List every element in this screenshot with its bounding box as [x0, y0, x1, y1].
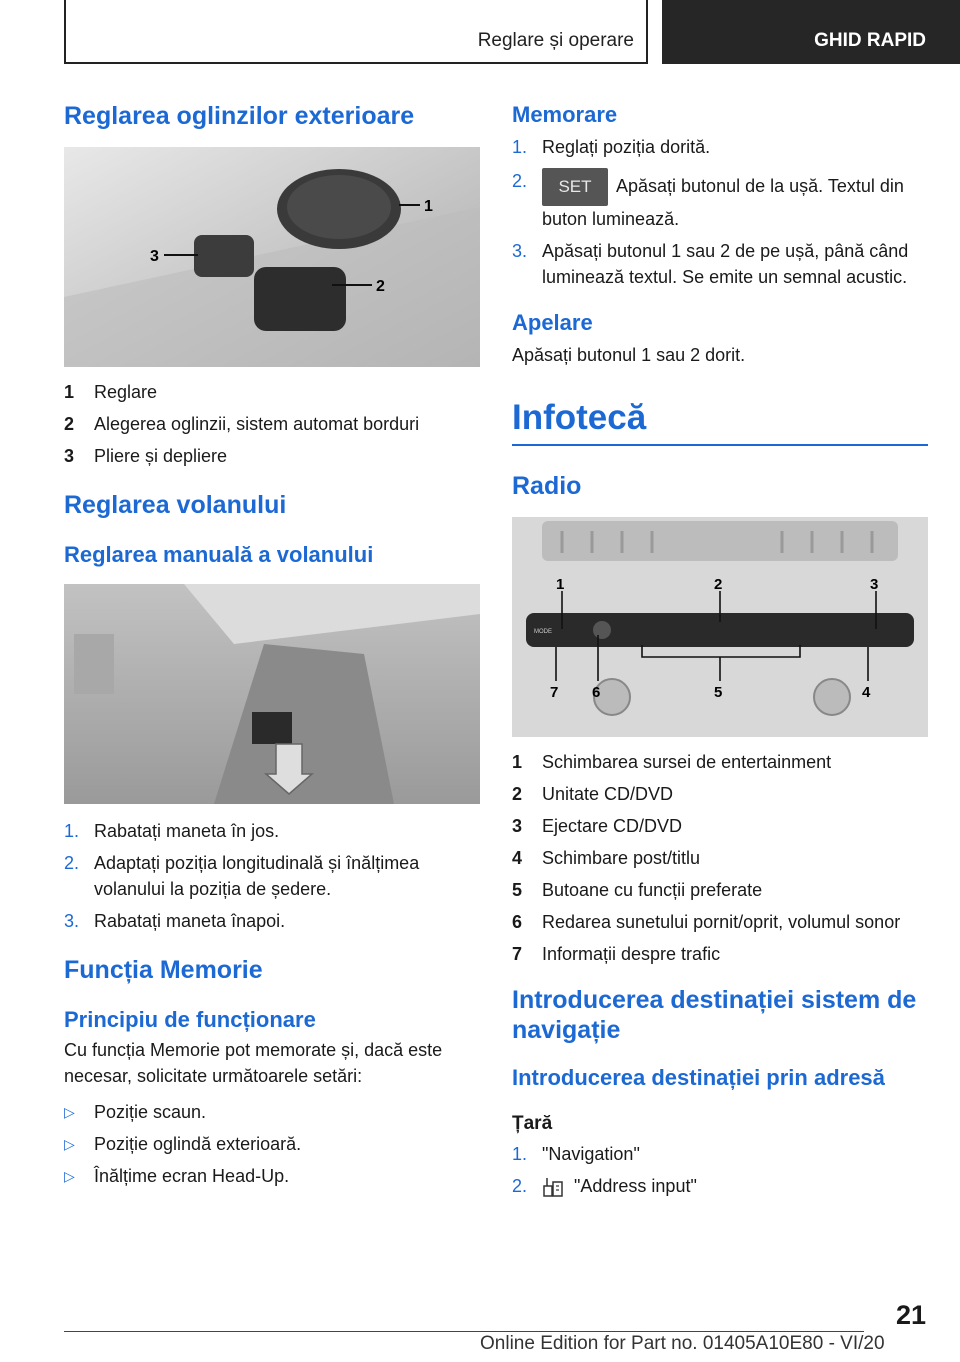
steering-lever-figure	[64, 584, 480, 804]
radio-callout-1: 1	[556, 576, 565, 593]
bullet-item	[64, 1099, 480, 1125]
bullet-item	[64, 1163, 480, 1189]
step-number: 3.	[64, 911, 80, 931]
legend-text: Unitate CD/DVD	[542, 784, 674, 804]
step-item	[64, 850, 480, 902]
legend-item	[512, 749, 928, 775]
legend-number: 5	[512, 880, 523, 900]
legend-item	[64, 379, 480, 405]
legend-number: 2	[512, 784, 523, 804]
step-text: Apăsați butonul de la ușă. Textul din buton luminează.	[542, 175, 904, 229]
bullet-text: Înălțime ecran Head-Up.	[94, 1166, 290, 1186]
header-tab-label: GHID RAPID	[814, 30, 926, 51]
step-text: Apăsați butonul 1 sau 2 de pe ușă, până când luminează textul. Se emite un semnal acustic.	[542, 241, 909, 287]
mirror-legend	[64, 379, 480, 469]
legend-number: 1	[512, 752, 523, 772]
step-text: Rabatați maneta înapoi.	[94, 911, 286, 931]
nav-heading: Introducerea destinației sistem de navigație	[512, 986, 917, 1044]
legend-item	[512, 781, 928, 807]
footer-rule	[64, 1331, 864, 1332]
principle-text: Cu funcția Memorie pot memorate și, dacă este necesar, solicitate următoarele setări:	[64, 1040, 443, 1086]
step-number: 2.	[512, 1176, 528, 1196]
wheel-heading: Reglarea volanului	[64, 491, 287, 519]
legend-number: 1	[64, 382, 75, 402]
legend-item	[64, 443, 480, 469]
legend-number: 7	[512, 944, 523, 964]
bullet-item	[64, 1131, 480, 1157]
set-button-icon: SET	[542, 168, 608, 206]
step-number: 2.	[512, 171, 528, 191]
step-item	[512, 1173, 928, 1199]
step-body	[542, 1173, 697, 1199]
nav-steps	[512, 1141, 928, 1199]
radio-callout-7: 7	[550, 684, 559, 701]
legend-number: 2	[64, 414, 75, 434]
radio-heading: Radio	[512, 472, 582, 500]
step-body	[542, 168, 928, 232]
nav-address-heading: Introducerea destinației prin adresă	[512, 1065, 885, 1090]
legend-number: 3	[512, 816, 523, 836]
step-number: 3.	[512, 241, 528, 261]
radio-callout-6: 6	[592, 684, 601, 701]
memorare-heading: Memorare	[512, 102, 618, 127]
infoteca-rule	[512, 444, 928, 446]
legend-number: 6	[512, 912, 523, 932]
wheel-manual-heading: Reglarea manuală a volanului	[64, 542, 374, 567]
mirrors-heading: Reglarea oglinzilor exterioare	[64, 102, 415, 130]
mirror-control-figure	[64, 147, 480, 367]
infoteca-heading: Infotecă	[512, 398, 647, 437]
page-number: 21	[895, 1300, 926, 1330]
step-item	[512, 168, 928, 232]
step-text: Rabatați maneta în jos.	[94, 821, 280, 841]
step-text: Adaptați poziția longitudinală și înălțimea volanului la poziția de ședere.	[94, 853, 420, 899]
step-text: Reglați poziția dorită.	[542, 137, 711, 157]
header-tab	[662, 0, 960, 64]
step-number: 1.	[64, 821, 80, 841]
mirror-callout-1: 1	[424, 198, 433, 215]
memorare-steps	[512, 134, 928, 290]
header-section-box	[64, 0, 648, 64]
legend-item	[512, 877, 928, 903]
legend-item	[512, 909, 928, 935]
bullet-text: Poziție oglindă exterioară.	[94, 1134, 302, 1154]
legend-text: Schimbarea sursei de entertainment	[542, 752, 832, 772]
step-item	[512, 134, 928, 160]
legend-number: 4	[512, 848, 523, 868]
right-column	[512, 92, 928, 1205]
step-item	[64, 818, 480, 844]
header-section-title: Reglare și operare	[477, 30, 634, 51]
bullet-triangle-icon: ▷	[64, 1104, 75, 1120]
radio-panel-illustration	[512, 517, 928, 737]
radio-legend	[512, 749, 928, 967]
apelare-heading: Apelare	[512, 310, 593, 335]
legend-text: Redarea sunetului pornit/oprit, volumul sonor	[542, 912, 901, 932]
step-text: "Navigation"	[542, 1144, 640, 1164]
step-text: "Address input"	[574, 1176, 697, 1196]
radio-callout-5: 5	[714, 684, 723, 701]
bullet-triangle-icon: ▷	[64, 1168, 75, 1184]
mirror-callout-2: 2	[376, 278, 385, 295]
legend-item	[512, 941, 928, 967]
address-input-icon	[542, 1176, 564, 1198]
step-item	[64, 908, 480, 934]
country-heading: Țară	[512, 1113, 553, 1134]
principle-bullets	[64, 1099, 480, 1189]
left-column	[64, 92, 480, 1195]
radio-callout-4: 4	[862, 684, 871, 701]
mirror-control-illustration	[64, 147, 480, 367]
principle-heading: Principiu de funcționare	[64, 1007, 316, 1032]
step-item	[512, 1141, 928, 1167]
legend-item	[512, 813, 928, 839]
apelare-text: Apăsați butonul 1 sau 2 dorit.	[512, 345, 746, 365]
legend-text: Schimbare post/titlu	[542, 848, 701, 868]
legend-text: Ejectare CD/DVD	[542, 816, 683, 836]
radio-figure	[512, 517, 928, 737]
step-item	[512, 238, 928, 290]
legend-text: Reglare	[94, 382, 158, 402]
step-number: 1.	[512, 137, 528, 157]
mirror-callout-3: 3	[150, 248, 159, 265]
bullet-triangle-icon: ▷	[64, 1136, 75, 1152]
memory-heading: Funcția Memorie	[64, 956, 263, 984]
step-number: 2.	[64, 853, 80, 873]
radio-callout-3: 3	[870, 576, 879, 593]
bullet-text: Poziție scaun.	[94, 1102, 207, 1122]
legend-item	[512, 845, 928, 871]
legend-number: 3	[64, 446, 75, 466]
legend-text: Pliere și depliere	[94, 446, 228, 466]
steering-lever-illustration	[64, 584, 480, 804]
legend-text: Butoane cu funcții preferate	[542, 880, 763, 900]
footer-edition: Online Edition for Part no. 01405A10E80 - VI/20	[480, 1333, 885, 1354]
legend-text: Informații despre trafic	[542, 944, 721, 964]
radio-callout-2: 2	[714, 576, 723, 593]
legend-item	[64, 411, 480, 437]
legend-text: Alegerea oglinzii, sistem automat borduri	[94, 414, 420, 434]
wheel-steps	[64, 818, 480, 934]
step-number: 1.	[512, 1144, 528, 1164]
radio-mode-label: MODE	[534, 629, 552, 635]
